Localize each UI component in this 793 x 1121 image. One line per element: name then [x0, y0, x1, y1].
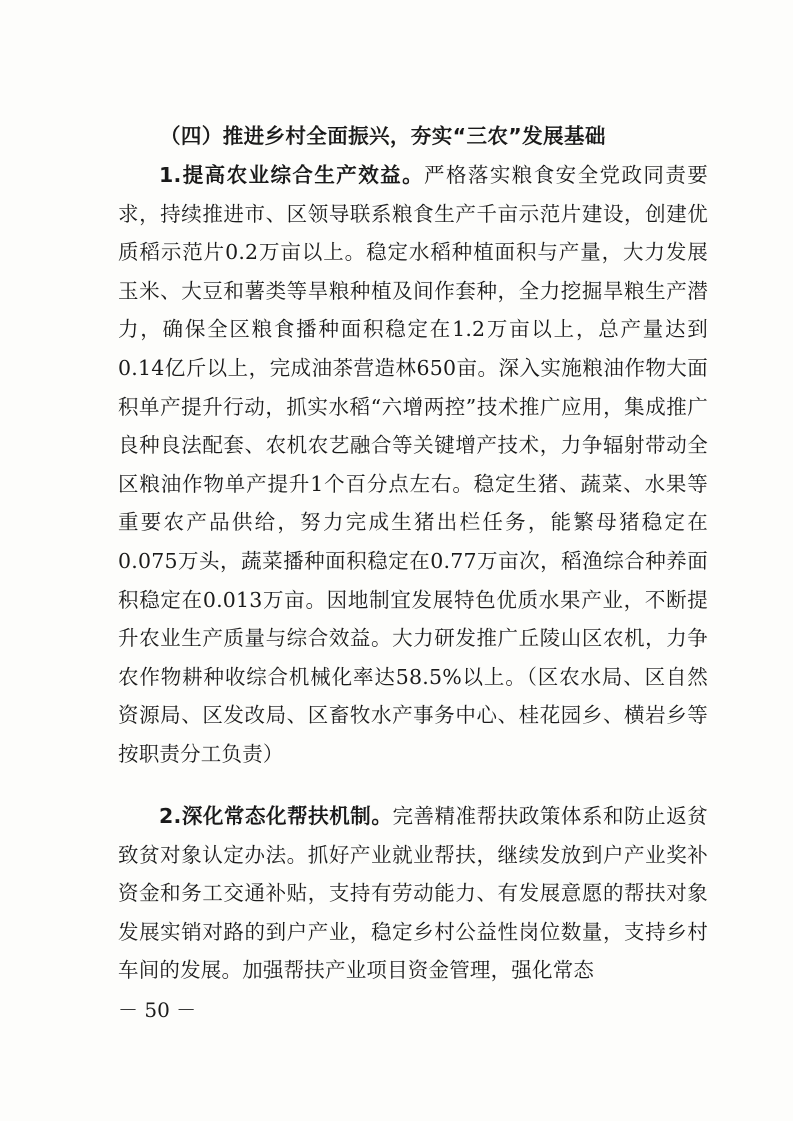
paragraph-lead: 1.提高农业综合生产效益。 — [159, 163, 425, 187]
page-number: － 50 － — [118, 998, 197, 1022]
paragraph-body: 严格落实粮食安全党政同责要求，持续推进市、区领导联系粮食生产千亩示范片建设，创建优质稻示范片0.2万亩以上。稳定水稻种植面积与产量，大力发展玉米、大豆和薯类等旱粮种植及间作套种，全力挖掘旱粮生产潜力，确保全区粮食播种面积稳定在1.2万亩以上，总产量达到0.14亿斤以上，完成油茶营造林650亩。深入实施粮油作物大面积单产提升行动，抓实水稻“六增两控”技术推广应用，集成推广良种良法配套、农机农艺融合等关键增产技术，力争辐射带动全区粮油作物单产提升1个百分点左右。稳定生猪、蔬菜、水果等重要农产品供给，努力完成生猪出栏任务，能繁母猪稳定在0.075万头，蔬菜播种面积稳定在0.77万亩次，稻渔综合种养面积稳定在0.013万亩。因地制宜发展特色优质水果产业，不断提升农业生产质量与综合效益。大力研发推广丘陵山区农机，力争农作物耕种收综合机械化率达58.5%以上。（区农水局、区自然资源局、区发改局、区畜牧水产事务中心、桂花园乡、横岩乡等按职责分工负责） — [118, 163, 708, 766]
section-heading: （四）推进乡村全面振兴，夯实“三农”发展基础 — [160, 124, 606, 148]
paragraph-body: 完善精准帮扶政策体系和防止返贫致贫对象认定办法。抓好产业就业帮扶，继续发放到户产业奖补资金和务工交通补贴，支持有劳动能力、有发展意愿的帮扶对象发展实销对路的到户产业，稳定乡村公益性岗位数量，支持乡村车间的发展。加强帮扶产业项目资金管理，强化常态 — [118, 804, 709, 983]
paragraph-agri-efficiency — [118, 156, 708, 774]
paragraph-assistance-mechanism — [118, 797, 708, 990]
paragraph-lead: 2.深化常态化帮扶机制。 — [159, 804, 393, 828]
